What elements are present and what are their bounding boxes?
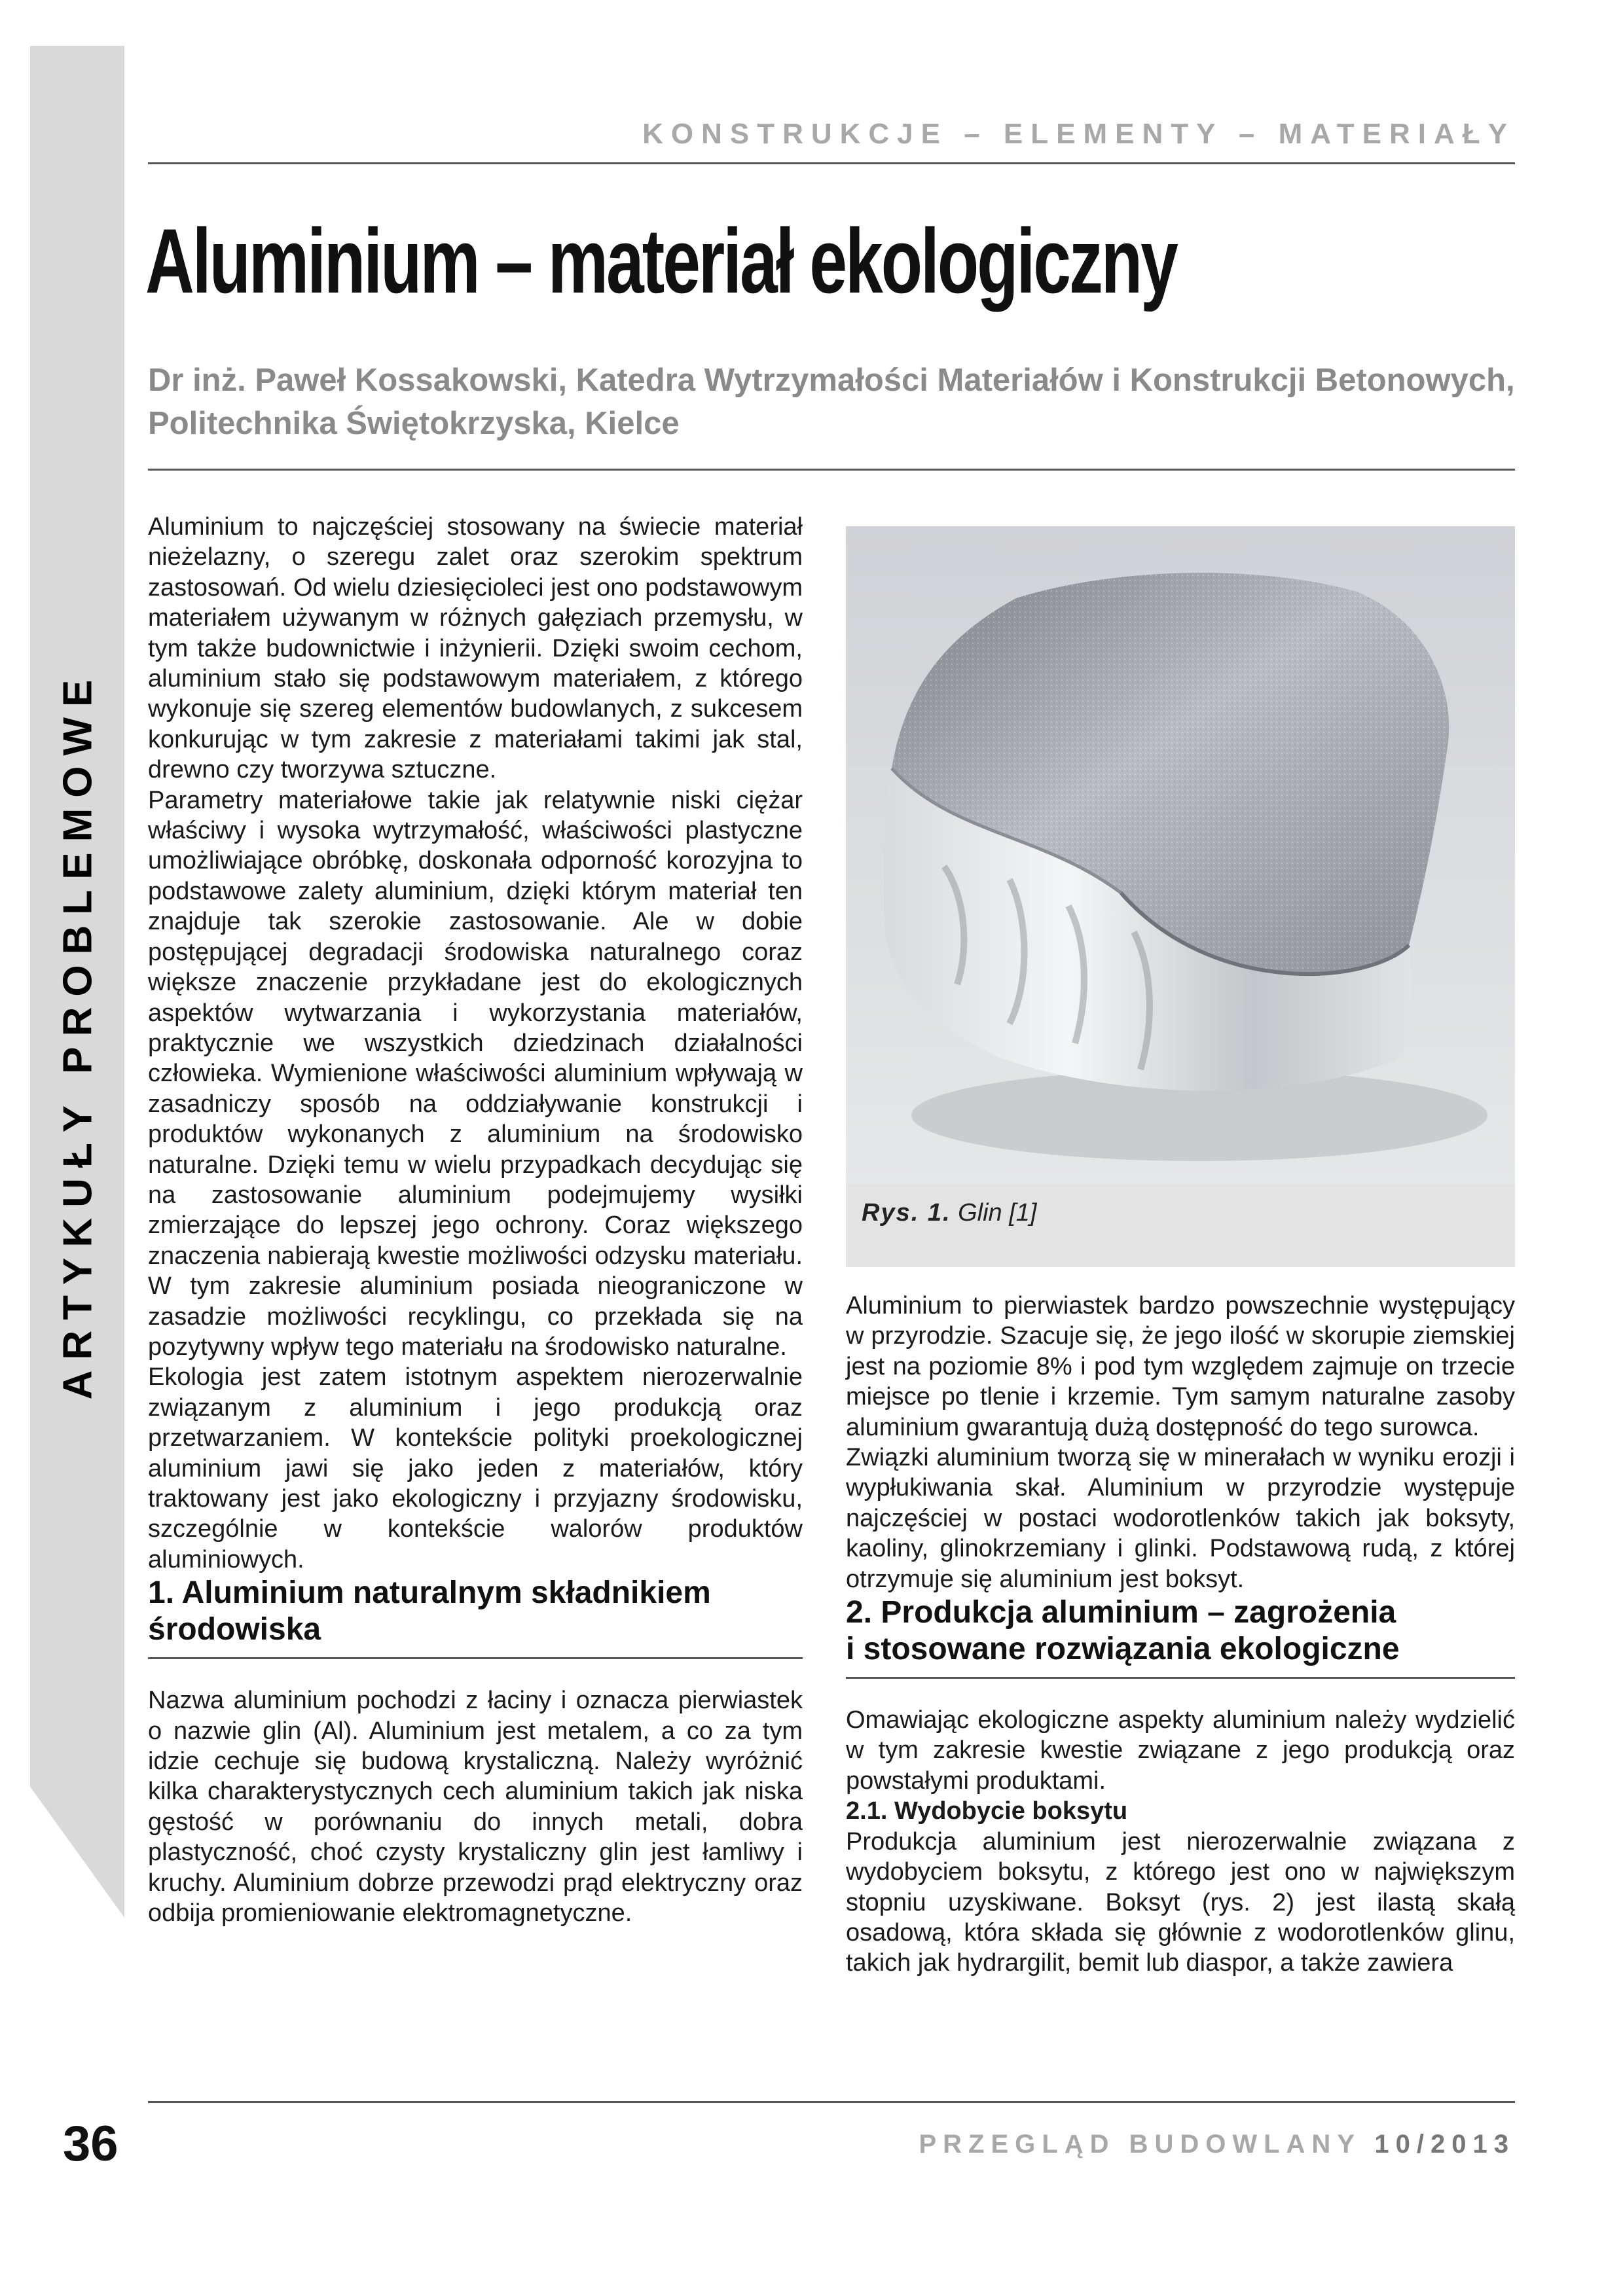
header-rule bbox=[148, 162, 1515, 164]
section-2-heading bbox=[846, 1594, 1515, 1679]
intro-paragraph-1: Aluminium to najczęściej stosowany na świecie materiał nieżelazny, o szeregu zalet oraz szerokim spektrum zastosowań. Od wielu dziesięcioleci jest ono podstawowym materiałem używanym w różnych gałęziach przemysłu, w tym także budownictwie i inżynierii. Dzięki swoim cechom, aluminium stało się podstawowym materiałem, z którego wykonuje się szereg elementów budowlanych, z sukcesem konkurując w tym zakresie z materiałami takimi jak stal, drewno czy tworzywa sztuczne. bbox=[148, 513, 803, 784]
journal-name: PRZEGLĄD BUDOWLANY bbox=[919, 2130, 1361, 2159]
sidebar-label-wrap bbox=[48, 668, 107, 1401]
sidebar-label: ARTYKUŁY PROBLEMOWE bbox=[55, 669, 101, 1399]
figure-caption-text: Glin [1] bbox=[958, 1199, 1037, 1227]
article-title: Aluminium – materiał ekologiczny bbox=[145, 209, 1176, 312]
aluminium-photo bbox=[846, 526, 1515, 1184]
section-1-heading-line-1: 1. Aluminium naturalnym składnikiem bbox=[148, 1575, 711, 1611]
title-rule bbox=[148, 469, 1515, 471]
section-2-1-paragraph: Produkcja aluminium jest nierozerwalnie związana z wydobyciem boksytu, z którego jest ono w największym stopniu uzyskiwane. Boksyt (rys. 2) jest ilastą skałą osadową, która składa się głównie z wodorotlenków glinu, takich jak hydrargilit, bemit lub diaspor, a także zawiera bbox=[846, 1827, 1515, 1977]
journal-issue: 10/2013 bbox=[1374, 2130, 1515, 2159]
figure-1 bbox=[846, 526, 1515, 1267]
page-number: 36 bbox=[63, 2116, 119, 2172]
section-2-1-heading: 2.1. Wydobycie boksytu bbox=[846, 1797, 1128, 1825]
section-header: KONSTRUKCJE – ELEMENTY – MATERIAŁY bbox=[642, 118, 1515, 150]
section-1-paragraph: Nazwa aluminium pochodzi z łaciny i oznacza pierwiastek o nazwie glin (Al). Aluminium jest metalem, a co za tym idzie cechuje się budową krystaliczną. Należy wyróżnić kilka charakterystycznych cech aluminium takich jak niska gęstość w porównaniu do innych metali, dobra plastyczność, choć czysty krystaliczny glin jest łamliwy i kruchy. Aluminium dobrze przewodzi prąd elektryczny oraz odbija promieniowanie elektromagnetyczne. bbox=[148, 1687, 803, 1928]
intro-paragraph-3: Ekologia jest zatem istotnym aspektem nierozerwalnie związanym z aluminium i jego produkcją oraz przetwarzaniem. W kontekście polityki proekologicznej aluminium jawi się jako jeden z materiałów, który traktowany jest jako ekologiczny i przyjazny środowisku, szczególnie w kontekście walorów produktów aluminiowych. bbox=[148, 1363, 803, 1573]
section-2-paragraph: Omawiając ekologiczne aspekty aluminium należy wydzielić w tym zakresie kwestie związane z jego produkcją oraz powstałymi produktami. bbox=[846, 1706, 1515, 1795]
section-2-heading-line-2: i stosowane rozwiązania ekologiczne bbox=[846, 1632, 1400, 1667]
left-column bbox=[148, 512, 803, 1928]
footer-journal bbox=[919, 2130, 1515, 2159]
figure-caption bbox=[862, 1199, 1036, 1227]
section-1-heading bbox=[148, 1575, 803, 1659]
right-paragraph-1: Aluminium to pierwiastek bardzo powszechnie występujący w przyrodzie. Szacuje się, że jego ilość w skorupie ziemskiej jest na poziomie 8% i pod tym względem zajmuje on trzecie miejsce po tlenie i krzemie. Tym samym naturalne zasoby aluminium gwarantują dużą dostępność do tego surowca. bbox=[846, 1292, 1515, 1441]
intro-paragraph-2: Parametry materiałowe takie jak relatywnie niski ciężar właściwy i wysoka wytrzymałość, właściwości plastyczne umożliwiające obróbkę, doskonała odporność korozyjna to podstawowe zalety aluminium, dzięki którym materiał ten znajduje tak szerokie zastosowanie. Ale w dobie postępującej degradacji środowiska naturalnego coraz większe znaczenie przykładane jest do ekologicznych aspektów wytwarzania i wykorzystania materiałów, praktycznie we wszystkich dziedzinach działalności człowieka. Wymienione właściwości aluminium wpływają w zasadniczy sposób na oddziaływanie konstrukcji i produktów wykonanych z aluminium na środowisko naturalne. Dzięki temu w wielu przypadkach decydując się na zastosowanie aluminium podejmujemy wysiłki zmierzające do lepszej jego ochrony. Coraz większego znaczenia nabierają kwestie możliwości odzysku materiału. W tym zakresie aluminium posiada nieograniczone w zasadzie możliwości recyklingu, co przekłada się na pozytywny wpływ tego materiału na środowisko naturalne. bbox=[148, 786, 803, 1361]
right-paragraph-2: Związki aluminium tworzą się w minerałach w wyniku erozji i wypłukiwania skał. Aluminium w przyrodzie występuje najczęściej w postaci wodorotlenków takich jak boksyty, kaoliny, glinokrzemiany i glinki. Podstawową rudą, z której otrzymuje się aluminium jest boksyt. bbox=[846, 1444, 1515, 1593]
section-1-heading-line-2: środowiska bbox=[148, 1612, 321, 1647]
footer-rule bbox=[148, 2101, 1515, 2103]
figure-label: Rys. 1. bbox=[862, 1199, 951, 1227]
article-authors: Dr inż. Paweł Kossakowski, Katedra Wytrzymałości Materiałów i Konstrukcji Betonowych, Politechnika Świętokrzyska, Kielce bbox=[148, 363, 1515, 441]
right-column bbox=[846, 1291, 1515, 1979]
section-2-heading-line-1: 2. Produkcja aluminium – zagrożenia bbox=[846, 1595, 1396, 1630]
